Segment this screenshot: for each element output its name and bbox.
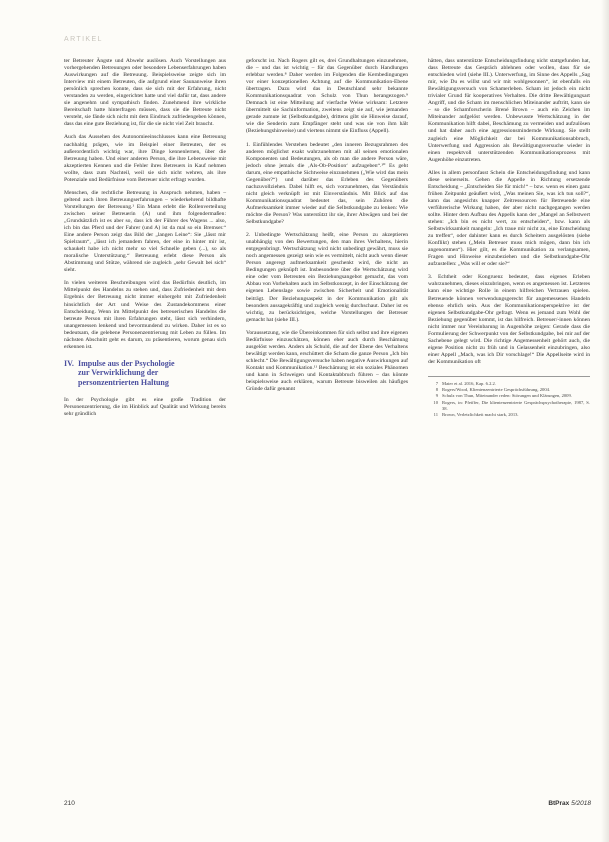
section-title-line2: zur Verwirklichung der — [78, 368, 159, 378]
footnote: 7 Maier et al. 2016, Kap. 6.2.2. — [435, 380, 496, 386]
footnotes — [428, 376, 590, 418]
section-title-line1: Impulse aus der Psychologie — [78, 358, 175, 368]
paragraph: 2. Unbedingte Wertschätzung heißt, eine Person zu akzeptieren unabhängig von den Bewertungen, den man ihres Verhaltens, hierin entgegenbringt. Wertschätzung wird nicht unbedingt gewährt, muss sie noch angemessen gezeigt sein wie es vermittelt, nicht auch wenn dieser Person angeregt aufmerksamkeit geschenkt wird, die nicht an Bedingungen geknüpft ist. Insbesondere über die Wertschätzung wird eine oder vom Betreuten ein Beziehungsangebot gemacht, das vom Abbau von Vorbehalten auch im Selbstkonzept, in der Einschätzung der eigenen Lebenslage sowie zwischen Sicherheit und Emotionalität beiträgt. Der Beziehungsaspekt in der Kommunikation gilt als besonders aussagekräftig und zugleich wenig durchschaut. Daher ist es wichtig, zu berücksichtigen, welche Vorstellungen der Betreuer gemacht hat (siehe III.). — [246, 232, 408, 323]
section-number: IV. — [64, 358, 74, 368]
paragraph: Menschen, die rechtliche Betreuung in Anspruch nehmen, haben – geltend auch ihren Betreuungserfahrungen – wiederkehrend bildhafte Vorstellungen der Betreuung.¹ Ein Mann erlebt die Rollenverteilung zwischen seiner Betreuerin (A) und ihm folgendermaßen: „Grundsätzlich ist es aber so, dass ich der Führer des Wagens ... also, ich bin das Pferd und der Fahrer (und A) ist da mal so ein Bremser.“ Eine andere Person zeigt das Bild der „langen Leine“: Sie „lässt mir Spielraum“, „lässt ich jemandem fahren, der eine in hinter mir ist, schaukelt habe ich nicht mehr so viel Schnelle geben (...), so als moralische Unterstützung.“ Betreuung erlebt diese Person als Abstimmung und Stütze, während sie zugleich „sehr Gewalt bei sich“ sieht. — [64, 189, 226, 274]
issue-number: 5/2018 — [571, 800, 591, 807]
journal-brand: BtPrax — [548, 800, 570, 807]
paragraph: ter Betreuter Ängste und Abwehr auslösen. Auch Vorstellungen aus vorhergehenden Betreuungen oder besondere Lebenserfahrungen haben Auswirkungen auf die Betreuung. Beispielsweise zeigte sich im Interview mit einem Betreuten, die aufgrund einer Saunanweise ihren persönlich sprechen konnte, dass sie sich mit der Erfahrung, nicht verstanden zu werden, eingerichtet hatte und viel dafür tat, dass andere sie angenehm und sympathisch finden. Zunehmend ihre wirkliche Bereitschaft hatte hinterfragen müssen, dass sie die Betreute nicht versteht, sie fände sich nicht mit dem Eindruck zufriedengeben können, dass das eine gute Beziehung ist, für die sie nicht viel Zeit braucht. — [64, 58, 226, 128]
column-left — [64, 58, 226, 424]
page-number: 210 — [64, 800, 75, 807]
paragraph: 1. Einfühlendes Verstehen bedeutet „den inneren Bezugsrahmen des anderen möglichst exakt wahrzunehmen mit all seinen emotionalen Komponenten und Bedeutungen, als ob man die andere Person wäre, jedoch ohne jemals die ,Als-Ob-Position‘ aufzugeben“.¹⁰ Es geht darum, eine empathische Sichtweise einzunehmen („Wie wird das mein Gegenüber?“) und darüber das Erleben des Gegenübers nachzuvollziehen. Dabei hilft es, sich vorzunehmen, das Verständnis nicht gleich verknüpft ist mit Einverständnis. Mit Blick auf das Kommunikationsquadrat bedeutet das, sein Zuhören die Aufmerksamkeit immer wieder auf die Selbstkundgabe zu lenken: Wie möchte die Person? Was unterstützt ihr sie, ihrer Abwägen und bei der Selbstkundgabe? — [246, 141, 408, 226]
paragraph: Auch das Aussehen des Autonomieeinschlusses kann eine Betreuung nachhaltig prägen, wie im Beispiel einer Betreuten, der es außerordentlich wichtig war, ihre Dinge kennenlernen, über die Betreuung haben. Und einer anderen Person, die ihre Lebensweise mit akzeptierten Kennen und die Fehler ihres Betreuers in Kauf nehmen wollte, dass zum Nachteil, weil sie sich nicht wehren, als ihre Potenziale und Bedürfnisse vom Betreuer nicht erfragt wurden. — [64, 134, 226, 183]
footnote: 11 Brown, Verletzlichkeit macht stark, 2013. — [433, 411, 519, 417]
paragraph: hätten, dass unterstützte Entscheidungsfindung nicht stattgefunden hat, dass Betreute das Gespräch ablehnen oder wollen, dass für sie entschieden wird (siehe III.). Unterwerfung, im Sinne des Appells „Sag mir, wie Du es willst und wir mit wohlgesonnen“, ist ebenfalls ein Bewältigungsversuch von Schamerleben. Scham ist jedoch ein nicht trivialer Grund für kooperatives Verhalten. Die dritte Bewältigungsart Angriff, und die Scham im menschlichen Miteinander auftritt, kann sie – so die Schamforscherin Brené Brown – auch ein Zeichen im Miteinander aufgelöst werden. Unbewusste Wertschätzung in der Kommunikation hilft dabei, Beschämung zu vermeiden und aufzulösen und hat daher auch eine aggressionsmindernde Wirkung. Sie stellt zugleich eine Möglichkeit dar bei Kommunikationsabbruch, Unterwerfung und Aggression als Bewältigungsversuche wieder in einen respektvoll unterstützenden Kommunikationsprozess mit Augenhöhe einzutreten. — [428, 58, 590, 163]
section-title-line3: personzentrierten Haltung — [78, 377, 169, 387]
footnote: 9 Schulz von Thun, Miteinander reden: Störungen und Klärungen, 2009. — [435, 393, 572, 399]
paragraph: In vielen weiteren Beschreibungen wird das Bedürfnis deutlich, im Mittelpunkt des Handelns zu stehen und, dass Zufriedenheit mit dem Ergebnis der Betreuung nicht immer einhergeht mit Zufriedenheit hinsichtlich der Art und Weise des Zustandekommens einer Entscheidung. Wenn im Mittelpunkt des betreuerischen Handelns die betreute Person mit ihren Erfahrungen steht, lässt sich verhindern, unangemessen lenkend und bevormundend zu wirken. Daher ist es so bedeutsam, die gelebene Personenzentrierung mit Leben zu füllen. Im nächsten Abschnitt geht es darum, zu präsentieren, worum genau sich erkennen ist. — [64, 280, 226, 350]
column-right — [428, 58, 590, 418]
paragraph: In der Psychologie gibt es eine große Tradition der Personenzentrierung, die im Hinblick auf Qualität und Wirkung bereits sehr gründlich — [64, 397, 226, 418]
journal-issue — [548, 800, 591, 807]
paragraph: geforscht ist. Nach Rogers gilt es, drei Grundhaltungen einzunehmen, die – und das ist wichtig – für das Gegenüber durch Handlungen erlebbar werden.⁸ Daher werden im Folgenden die Kernbedingungen vor einer konzeptionellen Achtung auf die Kommunikation-Ebene übertragen. Dazu wird das in Deutschland sehr bekannte Kommunikationsquadrat von Schulz von Thun herangezogen.⁹ Demnach ist eine Mitteilung auf vierfache Weise wirksam: Letztere übermittelt sie Sachinformation, zweitens zeigt sie auf, wie jemanden gerade zumute ist (Selbstkundgabe), drittens gibt sie Hinweise darauf, wie die Senderin zum Empfänger steht und was sie von ihm hält (Beziehungshinweise) und viertens nimmt sie Einfluss (Appell). — [246, 58, 408, 135]
column-middle — [246, 58, 408, 399]
section-heading — [64, 359, 226, 388]
footnote: 10 Rogers, in: Pfeiffer, Die klientenzentrierte Gesprächspsychotherapie, 1987, S. 38. — [433, 399, 590, 411]
footnote: 8 Rogers/Wood, Klientenzentrierte Gesprächsführung, 2004. — [435, 387, 551, 393]
paragraph: Voraussetzung, wie die Übereinkommen für sich selbst und ihre eigenen Bedürfnisse einzuschätzen, können eher auch durch Beschämung ausgelöst werden. Anders als Schuld, die auf der Ebene des Verhaltens bewältigt werden kann, erschüttert die Scham die ganze Person „Ich bin schlecht.“ Die Bewältigungsversuche haben negative Auswirkungen auf Kontakt und Kommunikation.¹¹ Beschämung ist ein soziales Phänomen und kann in Schweigen und Kontaktabbruch führen – das könnte beispielsweise auch erklären, warum Betreute bisweilen als häufiges Gründe dafür genannt — [246, 329, 408, 393]
paragraph: 3. Echtheit oder Kongruenz bedeutet, dass eigenes Erleben wahrzunehmen, dieses einzubringen, wenn es angemessen ist. Letzteres kann eine wichtige Rolle in einem hilfreichen Vertrauen spielen. Betreuende können verwendungsgerecht für angemessenes Handeln ebenso ehrlich sein. Aus der Kommunikationsperspektive ist der eigenen Selbstkundgabe-Ohr gefragt. Wenn es jemand zum Wohl der Beziehung gegenüber kommt, ist das hilfreich. Betreuer/-innen können nicht immer nur Vereinbarung in Augenhöhe zeigen: Gerade dass die Formulierung der Schwerpunkt von der Selbstkundgabe, bei mir auf der Sachebene gelegt wird. Die richtige Angemessenheit gehört auch, die eigene Position nicht zu früh und in Gelassenheit einzubringen, also einer Appell „Mach, was ich Dir vorschlage!“ Die Appellseite wird in der Kommunikation oft — [428, 274, 590, 365]
running-head: ARTIKEL — [64, 36, 103, 43]
page-edge-shadow — [601, 0, 609, 842]
paragraph: Alles in allem personfasst Schein die Entscheidungsfindung und kann diese seinerseits. Gehen die Appelle in Richtung ersetzende Entscheidung – „Entscheiden Sie für mich!“ – bzw. wenn es einen ganz frühen Zeitpunkt geäußert wird, „Was meinen Sie, was ich tun soll?“, kann das angesichts knapper Zeitressourcen für Betreuende eine verführerische Wirkung haben, der aber nicht nachgegangen werden sollte. Hinter dem Aufbau des Appells kann der „Mangel an Selbstwert stehen: „Ich bin es nicht wert, zu entscheiden“, bzw. kann als Selbstwirksamkeit mangeln: „Ich traue mir nicht zu, eine Entscheidung zu treffen“, oder dahinter kann es durch Scheitern ausgelösten (siehe Konflikt) stehen („Mein Betreuer muss mich mögen, dann bin ich angenommen“). Hier gilt, es die Kommunikation zu verlangsamen, Fragen und Hinweise einzubeziehen und die Selbstkundgabe-Ohr aufzustellen: „Was will er oder sie?“ — [428, 169, 590, 268]
